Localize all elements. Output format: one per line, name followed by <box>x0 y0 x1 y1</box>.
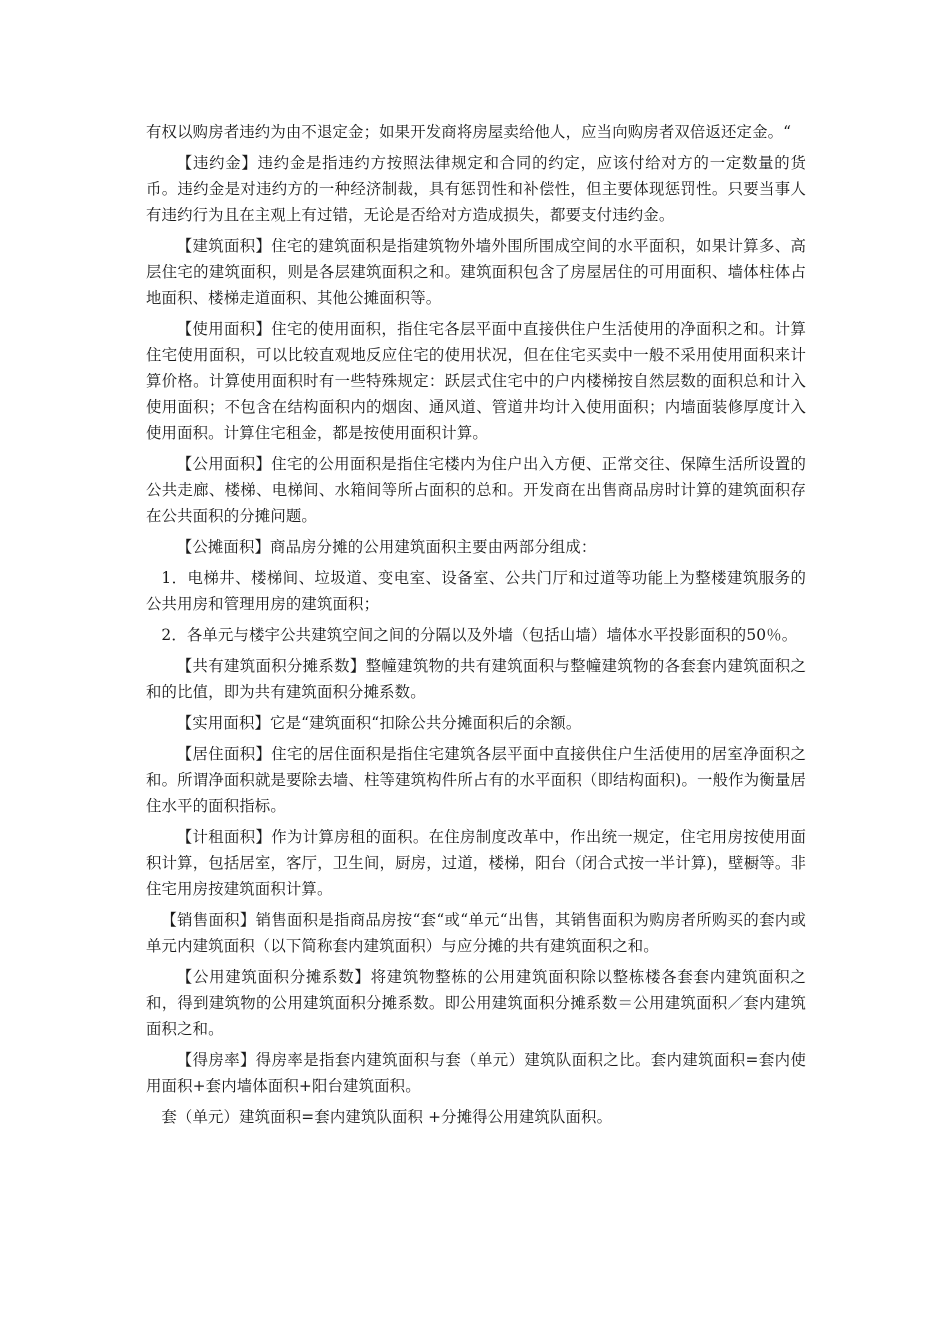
paragraph-text: 住宅的建筑面积是指建筑物外墙外围所围成空间的水平面积，如果计算多、高层住宅的建筑面积，则是各层建筑面积之和。建筑面积包含了房屋居住的可用面积、墙体柱体占地面积、楼梯走道面积、其他公摊面积等。 <box>146 237 806 307</box>
term-label: 【违约金】 <box>176 154 258 172</box>
paragraph-rent-area <box>146 824 806 902</box>
paragraph-building-area <box>146 233 806 311</box>
paragraph-efficiency-rate <box>146 1047 806 1099</box>
term-label: 【实用面积】 <box>176 714 271 732</box>
list-item-text: 2．各单元与楼宇公共建筑空间之间的分隔以及外墙（包括山墙）墙体水平投影面积的50％。 <box>161 626 798 644</box>
term-label: 【公摊面积】 <box>176 538 271 556</box>
paragraph-public-area <box>146 451 806 529</box>
paragraph-text: 整幢建筑物的共有建筑面积与整幢建筑物的各套套内建筑面积之和的比值，即为共有建筑面积分摊系数。 <box>146 657 806 701</box>
paragraph-usable-area <box>146 316 806 446</box>
term-label: 【居住面积】 <box>176 745 272 763</box>
term-label: 【公用建筑面积分摊系数】 <box>176 968 371 986</box>
paragraph-unit-area-formula <box>146 1104 806 1130</box>
paragraph-deposit-continuation <box>146 119 806 145</box>
term-label: 【共有建筑面积分摊系数】 <box>176 657 366 675</box>
paragraph-text: 销售面积是指商品房按“套“或“单元“出售，其销售面积为购房者所购买的套内或单元内建筑面积（以下简称套内建筑面积）与应分摊的共有建筑面积之和。 <box>146 911 806 955</box>
paragraph-practical-area <box>146 710 806 736</box>
paragraph-text: 有权以购房者违约为由不退定金；如果开发商将房屋卖给他人，应当向购房者双倍返还定金。“ <box>146 123 792 141</box>
paragraph-text: 住宅的居住面积是指住宅建筑各层平面中直接供住户生活使用的居室净面积之和。所谓净面积就是要除去墙、柱等建筑构件所占有的水平面积（即结构面积)。一般作为衡量居住水平的面积指标。 <box>146 745 806 815</box>
paragraph-living-area <box>146 741 806 819</box>
document-page <box>146 119 806 1135</box>
paragraph-shared-area <box>146 534 806 560</box>
paragraph-public-coefficient <box>146 964 806 1042</box>
term-label: 【得房率】 <box>176 1051 256 1069</box>
list-item-text: 1．电梯井、楼梯间、垃圾道、变电室、设备室、公共门厅和过道等功能上为整楼建筑服务的公共用房和管理用房的建筑面积； <box>146 569 806 613</box>
paragraph-text: 将建筑物整栋的公用建筑面积除以整栋楼各套套内建筑面积之和，得到建筑物的公用建筑面积分摊系数。即公用建筑面积分摊系数＝公用建筑面积／套内建筑面积之和。 <box>146 968 806 1038</box>
list-item-2 <box>146 622 806 648</box>
term-label: 【销售面积】 <box>161 911 256 929</box>
list-item-1 <box>146 565 806 617</box>
term-label: 【建筑面积】 <box>176 237 272 255</box>
paragraph-text: 住宅的使用面积，指住宅各层平面中直接供住户生活使用的净面积之和。计算住宅使用面积，可以比较直观地反应住宅的使用状况，但在住宅买卖中一般不采用使用面积来计算价格。计算使用面积时有一些特殊规定：跃层式住宅中的户内楼梯按自然层数的面积总和计入使用面积；不包含在结构面积内的烟囱、通风道、管道井均计入使用面积；内墙面装修厚度计入使用面积。计算住宅租金，都是按使用面积计算。 <box>146 320 806 442</box>
paragraph-text: 违约金是指违约方按照法律规定和合同的约定，应该付给对方的一定数量的货币。违约金是对违约方的一种经济制裁，具有惩罚性和补偿性，但主要体现惩罚性。只要当事人有违约行为且在主观上有过错，无论是否给对方造成损失，都要支付违约金。 <box>146 154 806 224</box>
paragraph-text: 套（单元）建筑面积=套内建筑队面积 +分摊得公用建筑队面积。 <box>161 1108 613 1126</box>
paragraph-shared-coefficient <box>146 653 806 705</box>
paragraph-text: 住宅的公用面积是指住宅楼内为住户出入方便、正常交往、保障生活所设置的公共走廊、楼梯、电梯间、水箱间等所占面积的总和。开发商在出售商品房时计算的建筑面积存在公共面积的分摊问题。 <box>146 455 806 525</box>
term-label: 【计租面积】 <box>176 828 272 846</box>
term-label: 【使用面积】 <box>176 320 272 338</box>
paragraph-penalty <box>146 150 806 228</box>
paragraph-text: 得房率是指套内建筑面积与套（单元）建筑队面积之比。套内建筑面积=套内使用面积+套内墙体面积+阳台建筑面积。 <box>146 1051 806 1095</box>
term-label: 【公用面积】 <box>176 455 272 473</box>
paragraph-text: 它是“建筑面积“扣除公共分摊面积后的余额。 <box>270 714 582 732</box>
paragraph-text: 作为计算房租的面积。在住房制度改革中，作出统一规定，住宅用房按使用面积计算，包括居室，客厅，卫生间，厨房，过道，楼梯，阳台（闭合式按一半计算)，壁橱等。非住宅用房按建筑面积计算。 <box>146 828 806 898</box>
paragraph-text: 商品房分摊的公用建筑面积主要由两部分组成： <box>270 538 597 556</box>
paragraph-sales-area <box>146 907 806 959</box>
